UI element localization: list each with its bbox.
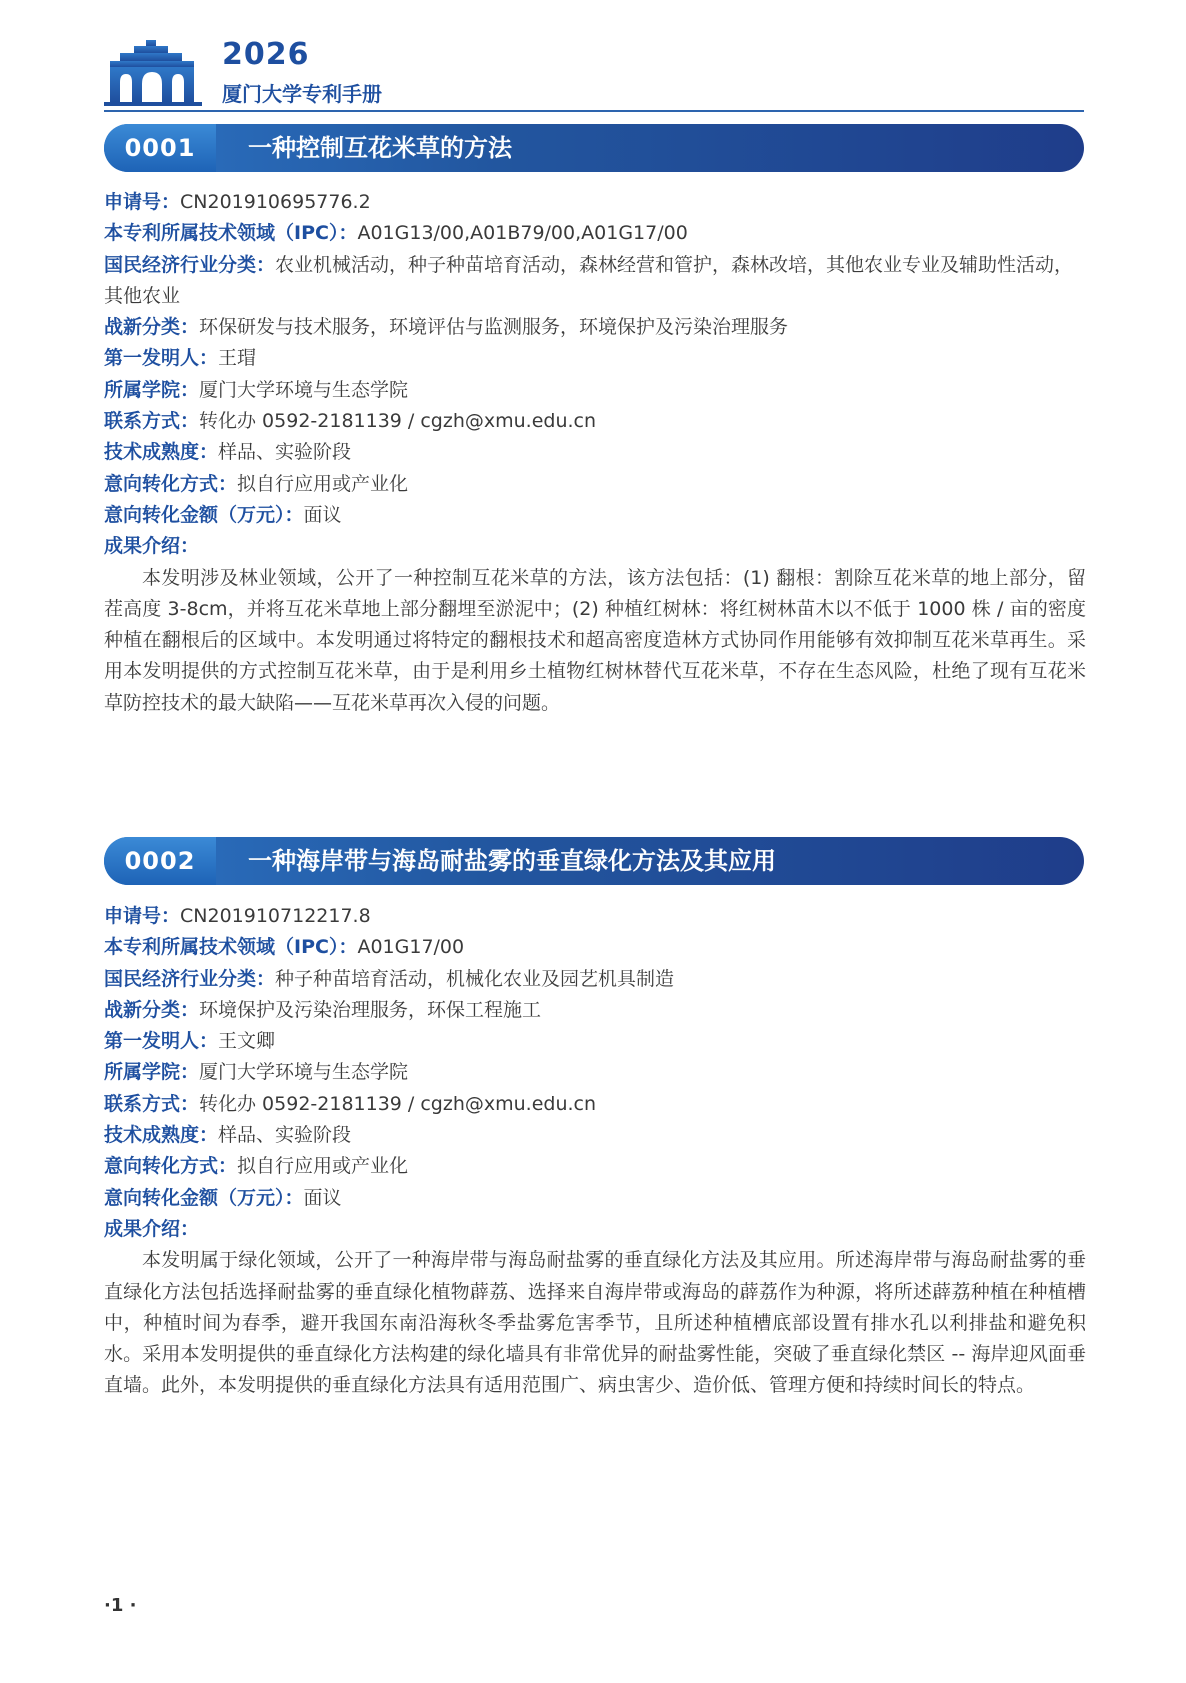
field-label: 意向转化方式： bbox=[104, 1155, 238, 1178]
field-label: 第一发明人： bbox=[104, 1030, 219, 1053]
header-divider bbox=[104, 110, 1084, 112]
field-inventor bbox=[104, 1026, 1086, 1057]
field-transfer-mode bbox=[104, 469, 1086, 500]
field-transfer-amount bbox=[104, 1183, 1086, 1214]
field-label: 国民经济行业分类： bbox=[104, 253, 276, 276]
field-value: 王文卿 bbox=[218, 1030, 276, 1053]
field-value: 环境保护及污染治理服务，环保工程施工 bbox=[199, 998, 542, 1021]
field-label: 本专利所属技术领域（IPC）： bbox=[104, 936, 358, 959]
field-label: 技术成熟度： bbox=[104, 1124, 219, 1147]
field-maturity bbox=[104, 1120, 1086, 1151]
patent-title: 一种控制互花米草的方法 bbox=[248, 134, 512, 162]
field-label: 联系方式： bbox=[104, 410, 200, 433]
field-value: CN201910695776.2 bbox=[180, 191, 371, 213]
field-college bbox=[104, 375, 1086, 406]
university-gate-logo-icon bbox=[104, 38, 202, 108]
patent-title: 一种海岸带与海岛耐盐雾的垂直绿化方法及其应用 bbox=[248, 847, 776, 875]
field-value: A01G13/00,A01B79/00,A01G17/00 bbox=[357, 222, 688, 245]
patent-entry bbox=[104, 187, 1086, 719]
field-value: 王瑁 bbox=[218, 347, 257, 370]
field-strategic bbox=[104, 995, 1086, 1026]
field-app-no bbox=[104, 187, 1086, 218]
field-label: 意向转化金额（万元）： bbox=[104, 503, 304, 526]
field-value: 种子种苗培育活动，机械化农业及园艺机具制造 bbox=[275, 967, 675, 990]
field-value: 转化办 0592-2181139 / cgzh@xmu.edu.cn bbox=[199, 410, 597, 433]
field-label: 申请号： bbox=[104, 191, 181, 213]
patent-intro-text: 本发明涉及林业领域，公开了一种控制互花米草的方法，该方法包括：(1) 翻根：割除互花米草的地上部分，留茬高度 3-8cm，并将互花米草地上部分翻埋至淤泥中；(2) 种植红树林：将红树林苗木以不低于 1000 株 / 亩的密度种植在翻根后的区域中。本发明通过将特定的翻根技术和超高密度造林方式协同作用能够有效抑制互花米草再生。采用本发明提供的方式控制互花米草，由于是利用乡土植物红树林替代互花米草，不存在生态风险，杜绝了现有互花米草防控技术的最大缺陷——互花米草再次入侵的问题。 bbox=[104, 566, 1086, 714]
field-transfer-mode bbox=[104, 1151, 1086, 1182]
field-label: 成果介绍： bbox=[104, 535, 200, 558]
field-value: 转化办 0592-2181139 / cgzh@xmu.edu.cn bbox=[199, 1092, 597, 1115]
field-contact bbox=[104, 1089, 1086, 1120]
field-label: 申请号： bbox=[104, 905, 181, 927]
field-label: 战新分类： bbox=[104, 998, 200, 1021]
field-value: 样品、实验阶段 bbox=[218, 441, 352, 464]
field-maturity bbox=[104, 437, 1086, 468]
header-year: 2026 bbox=[222, 37, 310, 72]
patent-number: 0002 bbox=[104, 837, 216, 885]
patent-title-bar bbox=[104, 837, 1084, 885]
field-intro-heading bbox=[104, 531, 1086, 562]
field-app-no bbox=[104, 901, 1086, 932]
page-number: ·1 · bbox=[104, 1595, 137, 1616]
field-value: 拟自行应用或产业化 bbox=[237, 472, 409, 495]
page-header bbox=[104, 38, 1084, 112]
field-label: 所属学院： bbox=[104, 378, 200, 401]
field-contact bbox=[104, 406, 1086, 437]
field-value: 农业机械活动，种子种苗培育活动，森林经营和管护，森林改培，其他农业专业及辅助性活动，其他农业 bbox=[104, 253, 1074, 307]
field-label: 所属学院： bbox=[104, 1061, 200, 1084]
patent-number: 0001 bbox=[104, 124, 216, 172]
field-value: 厦门大学环境与生态学院 bbox=[199, 1061, 409, 1084]
field-inventor bbox=[104, 343, 1086, 374]
field-label: 技术成熟度： bbox=[104, 441, 219, 464]
field-ipc bbox=[104, 932, 1086, 963]
field-value: 环保研发与技术服务，环境评估与监测服务，环境保护及污染治理服务 bbox=[199, 316, 789, 339]
field-label: 国民经济行业分类： bbox=[104, 967, 276, 990]
field-value: 样品、实验阶段 bbox=[218, 1124, 352, 1147]
field-industry bbox=[104, 964, 1086, 995]
field-industry bbox=[104, 250, 1086, 313]
field-college bbox=[104, 1057, 1086, 1088]
field-transfer-amount bbox=[104, 500, 1086, 531]
field-label: 意向转化金额（万元）： bbox=[104, 1186, 304, 1209]
field-value: CN201910712217.8 bbox=[180, 905, 371, 927]
field-value: 面议 bbox=[303, 1186, 342, 1209]
field-ipc bbox=[104, 218, 1086, 249]
field-strategic bbox=[104, 312, 1086, 343]
field-label: 联系方式： bbox=[104, 1092, 200, 1115]
field-value: 拟自行应用或产业化 bbox=[237, 1155, 409, 1178]
header-subtitle: 厦门大学专利手册 bbox=[222, 82, 382, 106]
field-label: 意向转化方式： bbox=[104, 472, 238, 495]
field-label: 成果介绍： bbox=[104, 1217, 200, 1240]
field-value: A01G17/00 bbox=[357, 936, 465, 959]
field-intro-heading bbox=[104, 1214, 1086, 1245]
patent-title-bar bbox=[104, 124, 1084, 172]
patent-intro-text: 本发明属于绿化领域，公开了一种海岸带与海岛耐盐雾的垂直绿化方法及其应用。所述海岸带与海岛耐盐雾的垂直绿化方法包括选择耐盐雾的垂直绿化植物薜荔、选择来自海岸带或海岛的薜荔作为种源，将所述薜荔种植在种植槽中，种植时间为春季，避开我国东南沿海秋冬季盐雾危害季节，且所述种植槽底部设置有排水孔以利排盐和避免积水。采用本发明提供的垂直绿化方法构建的绿化墙具有非常优异的耐盐雾性能，突破了垂直绿化禁区 -- 海岸迎风面垂直墙。此外，本发明提供的垂直绿化方法具有适用范围广、病虫害少、造价低、管理方便和持续时间长的特点。 bbox=[104, 1249, 1086, 1397]
field-value: 面议 bbox=[303, 503, 342, 526]
field-label: 本专利所属技术领域（IPC）： bbox=[104, 222, 358, 245]
field-value: 厦门大学环境与生态学院 bbox=[199, 378, 409, 401]
field-label: 战新分类： bbox=[104, 316, 200, 339]
patent-entry bbox=[104, 901, 1086, 1402]
field-label: 第一发明人： bbox=[104, 347, 219, 370]
